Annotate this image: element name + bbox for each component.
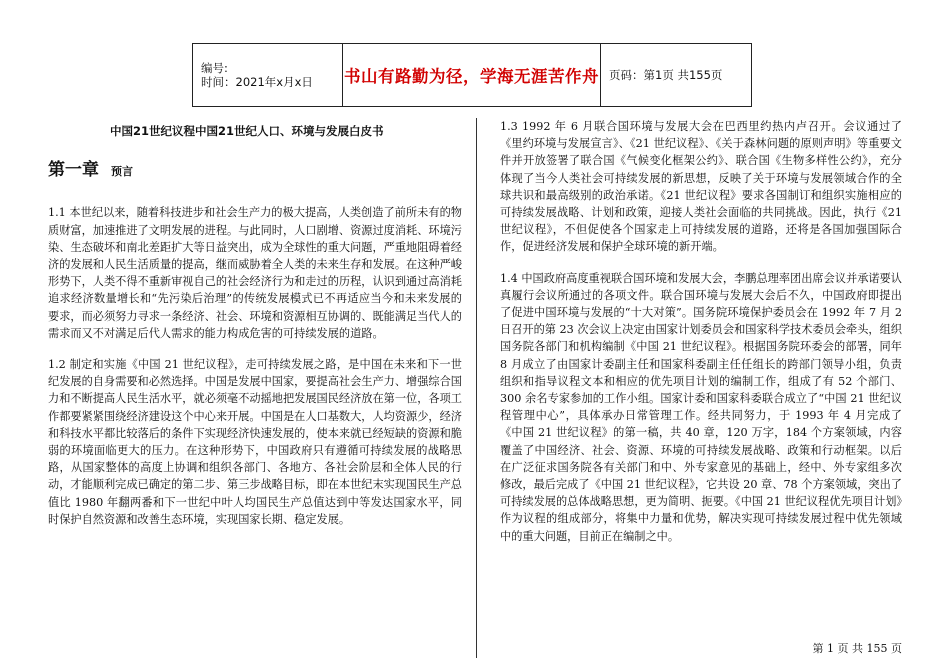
chapter-number: 第一章 xyxy=(48,160,99,181)
page-footer: 第 1 页 共 155 页 xyxy=(812,642,902,655)
header-motto-cell xyxy=(343,44,601,106)
paragraph-1-4: 1.4 中国政府高度重视联合国环境和发展大会，李鹏总理率团出席会议并承诺要认真履行会议所通过的各项文件。联合国环境与发展大会后不久，中国政府即提出了促进中国环境与发展的“十大对策”。国务院环境保护委员会在 1992 年 7 月 2 日召开的第 23 次会议上决定由国家计划委员会和国家科学技术委员会牵头，组织国务院各部门和机构编制《中国 21 世纪议程》。根据国务院环委会的部署，同年 8 月成立了由国家计委副主任和国家科委副主任任组长的跨部门领导小组，负责组织和指导议程文本和相应的优先项目计划的编制工作，组成了有 52 个部门、300 余名专家参加的工作小组。国家计委和国家科委联合成立了“中国 21 世纪议程管理中心”，具体承办日常管理工作。经共同努力，于 1993 年 4 月完成了《中国 21 世纪议程》的第一稿，共 40 章，120 万字，184 个方案领域，内容覆盖了中国经济、社会、资源、环境的可持续发展战略、政策和行动框架。以后在广泛征求国务院各有关部门和中、外专家意见的基础上，经中、外专家组多次修改，最后完成了《中国 21 世纪议程》，它共设 20 章、78 个方案领域，突出了可持续发展的总体战略思想，更为简明、扼要。《中国 21 世纪议程优先项目计划》作为议程的组成部分，将集中力量和优势，解决实现可持续发展过程中优先领域中的重大问题，目前正在编制之中。 xyxy=(500,271,902,543)
header-page-info: 页码：第1页 共155页 xyxy=(609,68,723,82)
document-title: 中国21世纪议程中国21世纪人口、环境与发展白皮书 xyxy=(110,124,384,138)
chapter-heading xyxy=(48,162,462,180)
document-time-label: 时间：2021年x月x日 xyxy=(201,75,313,89)
document-number-label: 编号: xyxy=(201,61,228,75)
header-meta-cell xyxy=(193,44,343,106)
header-page-cell xyxy=(601,44,751,106)
header-table xyxy=(192,43,752,107)
chapter-title: 预言 xyxy=(111,165,133,179)
header-motto: 书山有路勤为径，学海无涯苦作舟 xyxy=(344,67,599,86)
column-divider xyxy=(476,118,477,658)
paragraph-1-3: 1.3 1992 年 6 月联合国环境与发展大会在巴西里约热内卢召开。会议通过了《里约环境与发展宣言》、《21 世纪议程》、《关于森林问题的原则声明》等重要文件并开放签署了联合国《气候变化框架公约》、联合国《生物多样性公约》，充分体现了当今人类社会可持续发展的新思想，反映了关于环境与发展领域合作的全球共识和最高级别的政治承诺。《21 世纪议程》要求各国制订和组织实施相应的可持续发展战略、计划和政策，迎接人类社会面临的共同挑战。因此，执行《21 世纪议程》，不但促使各个国家走上可持续发展的道路，还将是各国加强国际合作，促进经济发展和保护全球环境的新开端。 xyxy=(500,120,902,254)
paragraph-1-2: 1.2 制定和实施《中国 21 世纪议程》，走可持续发展之路，是中国在未来和下一世纪发展的自身需要和必然选择。中国是发展中国家，要提高社会生产力、增强综合国力和不断提高人民生活水平，就必须毫不动摇地把发展国民经济放在第一位，各项工作都要紧紧围绕经济建设这个中心来开展。中国是在人口基数大，人均资源少，经济和科技水平都比较落后的条件下实现经济快速发展的，使本来就已经短缺的资源和脆弱的环境面临更大的压力。在这种形势下，中国政府只有遵循可持续发展的战略思路，从国家整体的高度上协调和组织各部门、各地方、各社会阶层和全体人民的行动，才能顺利完成已确定的第二步、第三步战略目标，即在本世纪末实现国民生产总值比 1980 年翻两番和下一世纪中叶人均国民生产总值达到中等发达国家水平，同时保护自然资源和改善生态环境，实现国家长期、稳定发展。 xyxy=(48,358,462,526)
paragraph-1-1: 1.1 本世纪以来，随着科技进步和社会生产力的极大提高，人类创造了前所未有的物质财富，加速推进了文明发展的进程。与此同时，人口剧增、资源过度消耗、环境污染、生态破坏和南北差距扩大等日益突出，成为全球性的重大问题，严重地阻碍着经济的发展和人民生活质量的提高，继而威胁着全人类的未来生存和发展。在这种严峻形势下，人类不得不重新审视自己的社会经济行为和走过的历程，认识到通过高消耗追求经济数量增长和“先污染后治理”的传统发展模式已不再适应当今和未来发展的要求，而必须努力寻求一条经济、社会、环境和资源相互协调的、既能满足当代人的需求而又不对满足后代人需求的能力构成危害的可持续发展的道路。 xyxy=(48,206,462,340)
left-column xyxy=(48,118,462,528)
right-column xyxy=(500,118,902,545)
